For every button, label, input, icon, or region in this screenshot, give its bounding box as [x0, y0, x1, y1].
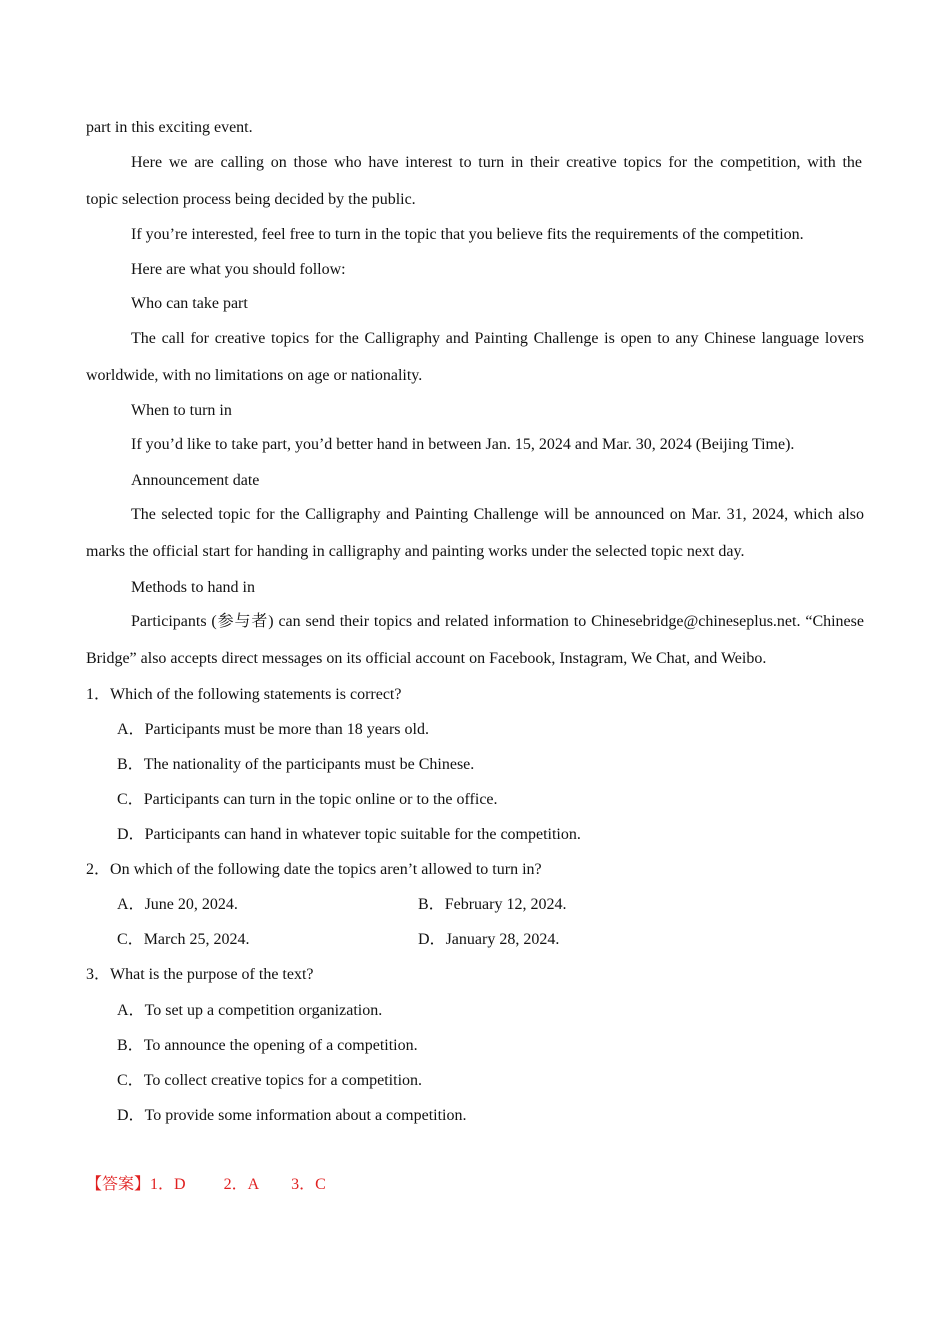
question-3-option-c [117, 1071, 422, 1091]
question-3-option-d [117, 1106, 466, 1126]
question-2-option-d [418, 930, 559, 950]
passage-line: If you’d like to take part, you’d better hand in between Jan. 15, 2024 and Mar. 30, 2024 (Beijing Time). [131, 436, 795, 453]
passage-line: The selected topic for the Calligraphy and Painting Challenge will be announced on Mar. 31, 2024, which also [131, 506, 864, 523]
answer-3: 3．C [291, 1176, 326, 1193]
option-text: To set up a competition organization. [144, 1002, 383, 1019]
passage-line: Bridge” also accepts direct messages on its official account on Facebook, Instagram, We Chat, and Weibo. [86, 650, 767, 667]
answer-2: 2．A [223, 1176, 260, 1193]
question-1 [86, 685, 866, 705]
question-3-option-a [117, 1001, 382, 1021]
question-2 [86, 860, 866, 880]
option-letter: B． [418, 896, 445, 913]
question-1-option-c [117, 790, 498, 810]
question-stem: On which of the following date the topics aren’t allowed to turn in? [110, 861, 542, 878]
option-letter: B． [117, 1037, 144, 1054]
option-text: Participants must be more than 18 years old. [144, 721, 429, 738]
option-text: Participants can hand in whatever topic suitable for the competition. [144, 826, 581, 843]
passage-line: marks the official start for handing in calligraphy and painting works under the selected topic next day. [86, 543, 745, 560]
option-text: To provide some information about a competition. [144, 1107, 467, 1124]
question-2-option-b [418, 895, 566, 915]
answer-1: 1．D [150, 1176, 186, 1193]
section-heading-who: Who can take part [131, 295, 248, 312]
option-letter: A． [117, 1002, 145, 1019]
answer-key [86, 1175, 326, 1195]
question-3-option-b [117, 1036, 418, 1056]
question-1-option-a [117, 720, 429, 740]
passage-line: If you’re interested, feel free to turn in the topic that you believe fits the requirements of the competition. [131, 226, 804, 243]
question-number: 1． [86, 686, 111, 703]
passage-line: topic selection process being decided by the public. [86, 191, 416, 208]
question-stem: Which of the following statements is correct? [110, 686, 402, 703]
question-3 [86, 965, 866, 985]
option-letter: C． [117, 1072, 144, 1089]
option-letter: C． [117, 791, 144, 808]
option-text: Participants can turn in the topic online or to the office. [143, 791, 498, 808]
question-number: 2． [86, 861, 111, 878]
option-letter: A． [117, 721, 145, 738]
option-text: To collect creative topics for a competition. [143, 1072, 423, 1089]
option-letter: D． [117, 826, 145, 843]
option-letter: C． [117, 931, 144, 948]
question-2-option-a [117, 895, 238, 915]
passage-line: Here we are calling on those who have interest to turn in their creative topics for the competition, with the [131, 154, 862, 171]
option-text: January 28, 2024. [445, 931, 560, 948]
option-letter: D． [418, 931, 446, 948]
passage-line: Participants (参与者) can send their topics and related information to Chinesebridge@chineseplus.net. “Chinese [131, 613, 864, 630]
question-1-option-d [117, 825, 581, 845]
option-text: The nationality of the participants must be Chinese. [143, 756, 475, 773]
option-text: June 20, 2024. [144, 896, 238, 913]
option-letter: B． [117, 756, 144, 773]
answer-label: 【答案】 [86, 1176, 151, 1193]
question-1-option-b [117, 755, 474, 775]
section-heading-announcement: Announcement date [131, 472, 260, 489]
passage-line: part in this exciting event. [86, 119, 253, 136]
question-number: 3． [86, 966, 111, 983]
option-letter: D． [117, 1107, 145, 1124]
section-heading-methods: Methods to hand in [131, 579, 255, 596]
option-letter: A． [117, 896, 145, 913]
question-stem: What is the purpose of the text? [110, 966, 314, 983]
passage-line: worldwide, with no limitations on age or nationality. [86, 367, 423, 384]
option-text: March 25, 2024. [143, 931, 250, 948]
option-text: To announce the opening of a competition. [143, 1037, 418, 1054]
passage-line: The call for creative topics for the Calligraphy and Painting Challenge is open to any Chinese language lovers [131, 330, 864, 347]
question-2-option-c [117, 930, 249, 950]
option-text: February 12, 2024. [444, 896, 567, 913]
passage-line: Here are what you should follow: [131, 261, 346, 278]
section-heading-when: When to turn in [131, 402, 232, 419]
